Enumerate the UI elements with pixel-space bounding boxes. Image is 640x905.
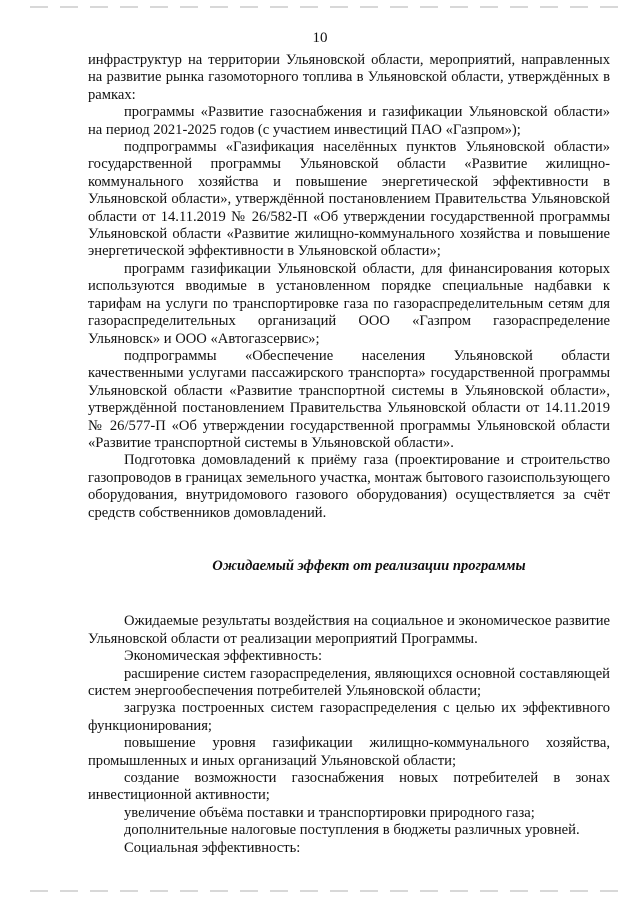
paragraph: программ газификации Ульяновской области, для финансирования которых используются вводимые в установленном порядке специальные надбавки к тарифам на услуги по транспортировке газа по газораспределительным сетям для газораспределительных организаций ООО «Газпром газораспределение Ульяновск» и ООО «Автогазсервис»; [88, 260, 610, 347]
paragraph: увеличение объёма поставки и транспортировки природного газа; [124, 804, 535, 821]
page-number: 10 [312, 30, 328, 46]
paragraph: Подготовка домовладений к приёму газа (проектирование и строительство газопроводов в границах земельного участка, монтаж бытового газоиспользующего оборудования, внутридомового газового оборудования) осуществляется за счёт средств собственников домовладений. [88, 452, 610, 521]
paragraph: дополнительные налоговые поступления в бюджеты различных уровней. [124, 822, 580, 839]
body-text [88, 52, 610, 857]
paragraph: создание возможности газоснабжения новых потребителей в зонах инвестиционной активности; [88, 770, 610, 804]
paragraph: Ожидаемые результаты воздействия на социальное и экономическое развитие Ульяновской области от реализации мероприятий Программы. [88, 613, 610, 647]
paragraph: программы «Развитие газоснабжения и газификации Ульяновской области» на период 2021-2025 годов (с участием инвестиций ПАО «Газпром»); [88, 104, 610, 138]
paragraph: подпрограммы «Газификация населённых пунктов Ульяновской области» государственной программы Ульяновской области «Развитие жилищно-коммунального хозяйства и повышение энергетической эффективности в Ульяновской области», утверждённой постановлением Правительства Ульяновской области от 14.11.2019 № 26/582-П «Об утверждении государственной программы Ульяновской области «Развитие жилищно-коммунального хозяйства и повышение энергетической эффективности в Ульяновской области»; [88, 139, 610, 260]
paragraph: Социальная эффективность: [124, 839, 301, 856]
paragraph: расширение систем газораспределения, являющихся основной составляющей систем энергообеспечения потребителей Ульяновской области; [88, 665, 610, 699]
section-heading: Ожидаемый эффект от реализации программы [212, 557, 526, 574]
paragraph: подпрограммы «Обеспечение населения Ульяновской области качественными услугами пассажирского транспорта» государственной программы Ульяновской области «Развитие транспортной системы в Ульяновской области», утверждённой постановлением Правительства Ульяновской области от 14.11.2019 № 26/577-П «Об утверждении государственной программы Ульяновской области «Развитие транспортной системы в Ульяновской области». [88, 347, 610, 451]
scan-artifact-top [30, 6, 620, 8]
paragraph: Экономическая эффективность: [124, 648, 323, 665]
paragraph: инфраструктур на территории Ульяновской области, мероприятий, направленных на развитие рынка газомоторного топлива в Ульяновской области, утверждённых в рамках: [88, 52, 610, 103]
scan-artifact-bottom [30, 890, 620, 892]
paragraph: загрузка построенных систем газораспределения с целью их эффективного функционирования; [88, 700, 610, 734]
paragraph: повышение уровня газификации жилищно-коммунального хозяйства, промышленных и иных организаций Ульяновской области; [88, 735, 610, 769]
